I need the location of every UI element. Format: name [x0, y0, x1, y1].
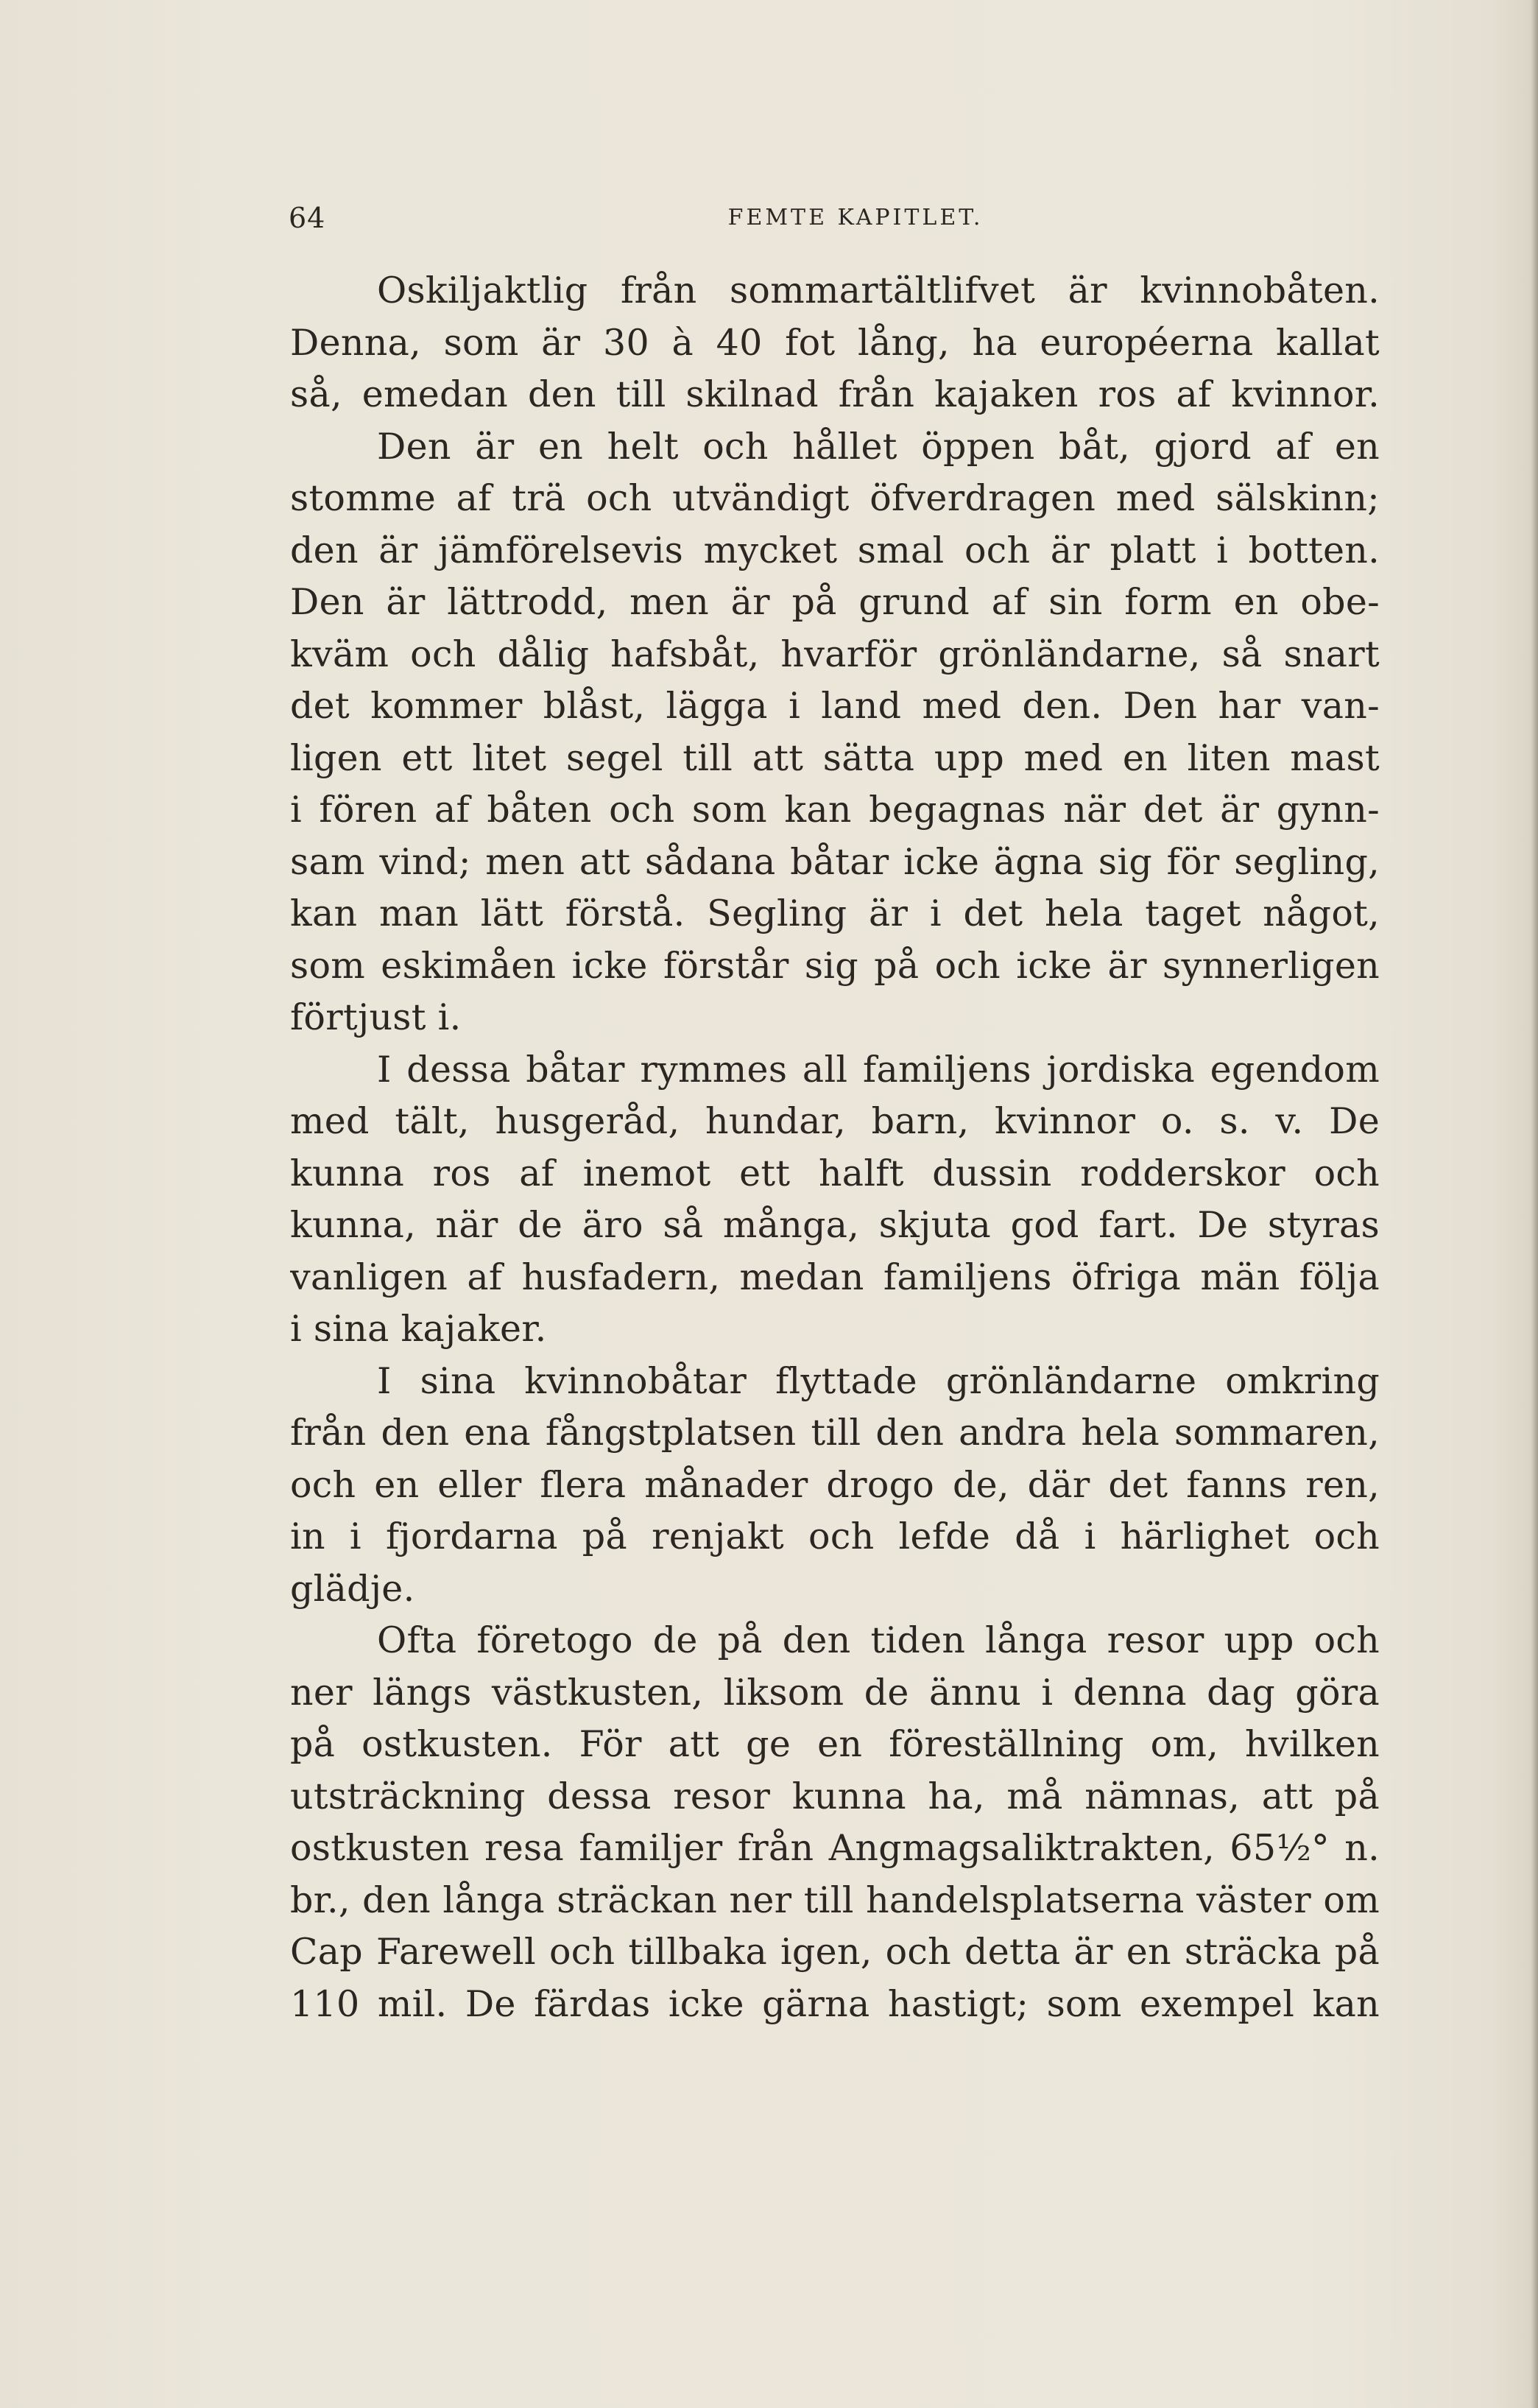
text-line: kunna, när de äro så många, skjuta god fart. De styras — [290, 1204, 1380, 1246]
text-line: in i fjordarna på renjakt och lefde då i härlighet och — [290, 1515, 1380, 1557]
text-line: Denna, som är 30 à 40 fot lång, ha européerna kallat — [290, 321, 1380, 364]
text-line: Den är lättrodd, men är på grund af sin form en obe- — [290, 581, 1380, 623]
text-line: så, emedan den till skilnad från kajaken ros af kvinnor. — [290, 373, 1380, 415]
text-line: Cap Farewell och tillbaka igen, och detta är en sträcka på — [290, 1931, 1380, 1973]
text-line: på ostkusten. För att ge en föreställning om, hvilken — [290, 1723, 1380, 1765]
text-line: förtjust i. — [290, 996, 462, 1038]
text-line: i sina kajaker. — [290, 1308, 547, 1350]
text-line: 110 mil. De färdas icke gärna hastigt; som exempel kan — [290, 1982, 1380, 2025]
text-line: ner längs västkusten, liksom de ännu i denna dag göra — [290, 1671, 1380, 1714]
running-head — [289, 196, 1378, 240]
text-line: vanligen af husfadern, medan familjens öfriga män följa — [290, 1256, 1380, 1298]
text-line: sam vind; men att sådana båtar icke ägna sig för segling, — [290, 840, 1380, 883]
text-line: Ofta företogo de på den tiden långa resor upp och — [377, 1619, 1380, 1661]
text-line: I sina kvinnobåtar flyttade grönländarne omkring — [377, 1359, 1380, 1402]
text-line: stomme af trä och utvändigt öfverdragen med sälskinn; — [290, 477, 1380, 519]
text-line: Den är en helt och hållet öppen båt, gjord af en — [377, 425, 1380, 468]
text-line: kan man lätt förstå. Segling är i det hela taget något, — [290, 893, 1380, 934]
text-line: ligen ett litet segel till att sätta upp med en liten mast — [290, 736, 1380, 779]
text-line: med tält, husgeråd, hundar, barn, kvinnor o. s. v. De — [290, 1100, 1380, 1142]
text-line: utsträckning dessa resor kunna ha, må nämnas, att på — [290, 1775, 1380, 1817]
text-line: som eskimåen icke förstår sig på och icke är synnerligen — [290, 944, 1380, 987]
text-line: glädje. — [290, 1567, 415, 1610]
page-edge-shadow — [1531, 0, 1538, 2408]
text-line: den är jämförelsevis mycket smal och är platt i botten. — [290, 529, 1380, 571]
body-text — [290, 265, 1380, 2030]
text-line: från den ena fångstplatsen till den andra hela sommaren, — [290, 1412, 1380, 1454]
chapter-title: FEMTE KAPITLET. — [727, 205, 984, 230]
text-line: ostkusten resa familjer från Angmagsaliktrakten, 65½° n. — [290, 1827, 1380, 1869]
text-line: och en eller flera månader drogo de, där det fanns ren, — [290, 1463, 1380, 1506]
text-line: Oskiljaktlig från sommartältlifvet är kvinnobåten. — [377, 270, 1380, 311]
text-line: i fören af båten och som kan begagnas när det är gynn- — [290, 789, 1380, 831]
text-line: kväm och dålig hafsbåt, hvarför grönländarne, så snart — [290, 633, 1380, 675]
text-line: I dessa båtar rymmes all familjens jordiska egendom — [377, 1048, 1380, 1091]
text-line: det kommer blåst, lägga i land med den. Den har van- — [290, 685, 1380, 727]
text-line: kunna ros af inemot ett halft dussin rodderskor och — [290, 1152, 1380, 1194]
text-line: br., den långa sträckan ner till handelsplatserna väster om — [290, 1879, 1380, 1921]
page-number: 64 — [289, 202, 326, 234]
